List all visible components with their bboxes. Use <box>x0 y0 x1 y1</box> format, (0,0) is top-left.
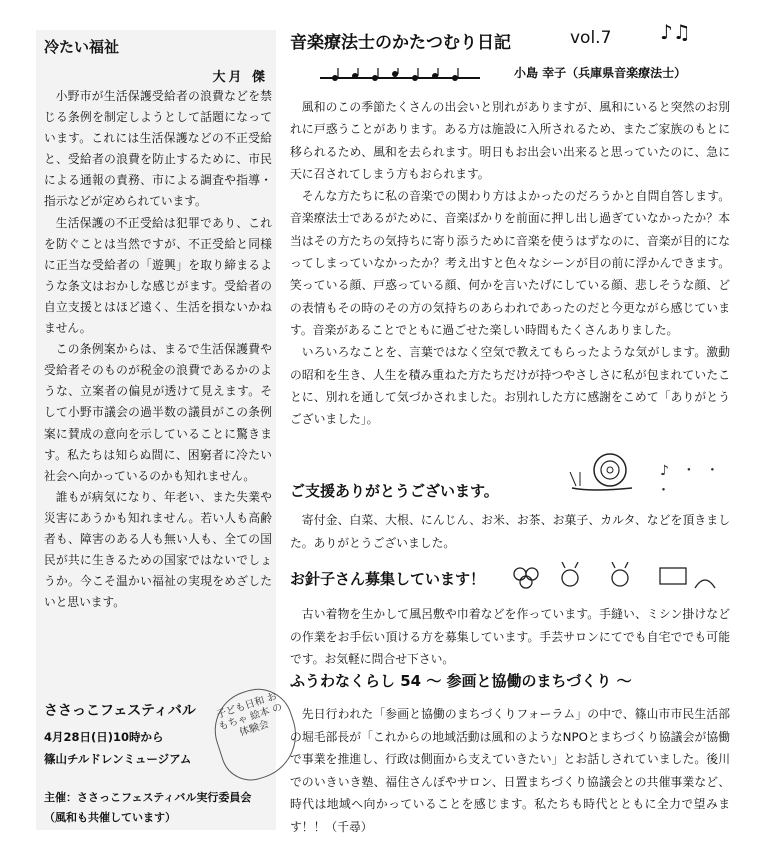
needle-text: 古い着物を生かして風呂敷や巾着などを作っています。手縫い、ミシン掛けなどの作業をお手伝い頂ける方を募集しています。手芸サロンにてでも自宅ででも可能です。お気軽に問合せ下さい。 <box>290 607 730 666</box>
diary-paragraph: 風和のこの季節たくさんの出会いと別れがありますが、風和にいると突然のお別れに戸惑うことがあります。ある方は施設に入所されるため、またご家族のもとに移られるため、風和を去られます。明日もお出会い出来ると思っていたのに、急に天に召されてしまう方もおられます。 <box>290 100 730 181</box>
music-decoration-icon: ♪ ･ ･ ･ <box>660 463 722 499</box>
diary-body <box>290 96 730 430</box>
fuwa-heading: ふうわなくらし 54 〜 参画と協働のまちづくり 〜 <box>290 672 632 690</box>
article-body <box>44 86 272 613</box>
fuwa-text: 先日行われた「参画と協働のまちづくりフォーラム」の中で、篠山市市民生活部の堀毛部長が「これからの地域活動は風和のようなNPOとまちづくり協議会が協働で事業を推進し、行政は側面から支えていきたい」とお話しされていました。後川でのいきいき塾、福住さんぽやサロン、日置まちづくり協議会との共催事業など、時代は地域へ向かっていることを感じます。私たちも時代とともに全力で望みます！！（千尋） <box>290 707 730 834</box>
fuwa-section <box>290 670 730 838</box>
handwritten-note: 子ども日和 おもちゃ 絵本 の 体験会 <box>204 680 307 788</box>
support-text: 寄付金、白菜、大根、にんじん、お米、お茶、お菓子、カルタ、などを頂きました。ありがとうございました。 <box>290 513 730 550</box>
article-paragraph: 誰もが病気になり、年老い、また失業や災害にあうかも知れません。若い人も高齢者も、障害のある人も無い人も、全ての国民が共に生きるための国家ではないでしょうか。今こそ温かい福祉の実現をめざしたいと思います。 <box>44 489 272 610</box>
event-title: ささっこフェスティバル <box>44 703 196 719</box>
needle-heading: お針子さん募集しています！ <box>290 570 486 588</box>
diary-paragraph: いろいろなことを、言葉ではなく空気で教えてもらったような気がします。激動の昭和を生き、人生を積み重ねた方たちだけが持つやさしさに私が包まれていたことに、別れを通して気づかされました。お別れした方に感謝をこめて「ありがとうございました」。 <box>290 345 730 427</box>
diary-paragraph: そんな方たちに私の音楽での関わり方はよかったのだろうかと自問自答します。音楽療法士であるがために、音楽ばかりを前面に押し出し過ぎていなかったか？本当はその方たちの気持ちに寄り添うために音楽を使うはずなのに、音楽が目的になってしまっていなかったか？考え出すと色々なシーンが目の前に浮かんできます。笑っている顔、戸惑っている顔、何かを言いたげにしている顔、悲しそうな顔、どの表情もその時のその方の気持ちのあらわれであったのだと今更ながら感じています。音楽があることでともに過ごせた楽しい時間もたくさんありました。 <box>290 189 730 337</box>
article-paragraph: この条例案からは、まるで生活保護費や受給者そのものが税金の浪費であるかのような、立案者の偏見が透けて見えます。そして小野市議会の過半数の議員がこの条例案に賛成の意向を示していることに驚きます。私たちは知らぬ間に、困窮者に冷たい社会へ向かっているのかも知れません。 <box>44 342 272 483</box>
support-heading: ご支援ありがとうございます。 <box>290 482 499 500</box>
article-paragraph: 生活保護の不正受給は犯罪であり、これを防ぐことは当然ですが、不正受給と同様に正当な受給者の「遊興」を取り締まるような条文はおかしな感じがます。受給者の自立支援とはほど遠く、生活を損ないかねません。 <box>44 215 272 336</box>
diary-title: 音楽療法士のかたつむり日記 <box>290 33 511 53</box>
article-title: 冷たい福祉 <box>44 38 120 56</box>
diary-byline: 小島 幸子（兵庫県音楽療法士） <box>514 66 687 80</box>
music-note-icon: ♪♫ <box>660 20 691 44</box>
music-staff-icon <box>320 68 480 82</box>
needle-section <box>290 568 730 671</box>
diary-volume: vol.7 <box>570 28 612 48</box>
article-author: 大月 傑 <box>212 70 268 85</box>
event-venue: 篠山チルドレンミュージアム <box>44 752 192 766</box>
article-paragraph: 小野市が生活保護受給者の浪費などを禁じる条例を制定しようとして話題になっています。これには生活保護などの不正受給と、受給者の浪費を防止するために、市民による通報の責務、市による調査や指導・指示などが定められています。 <box>44 89 272 209</box>
support-section <box>290 480 730 554</box>
event-date: 4月28日(日)10時から <box>44 730 164 744</box>
event-host: 主催：ささっこフェスティバル実行委員会（風和も共催しています） <box>44 791 252 824</box>
